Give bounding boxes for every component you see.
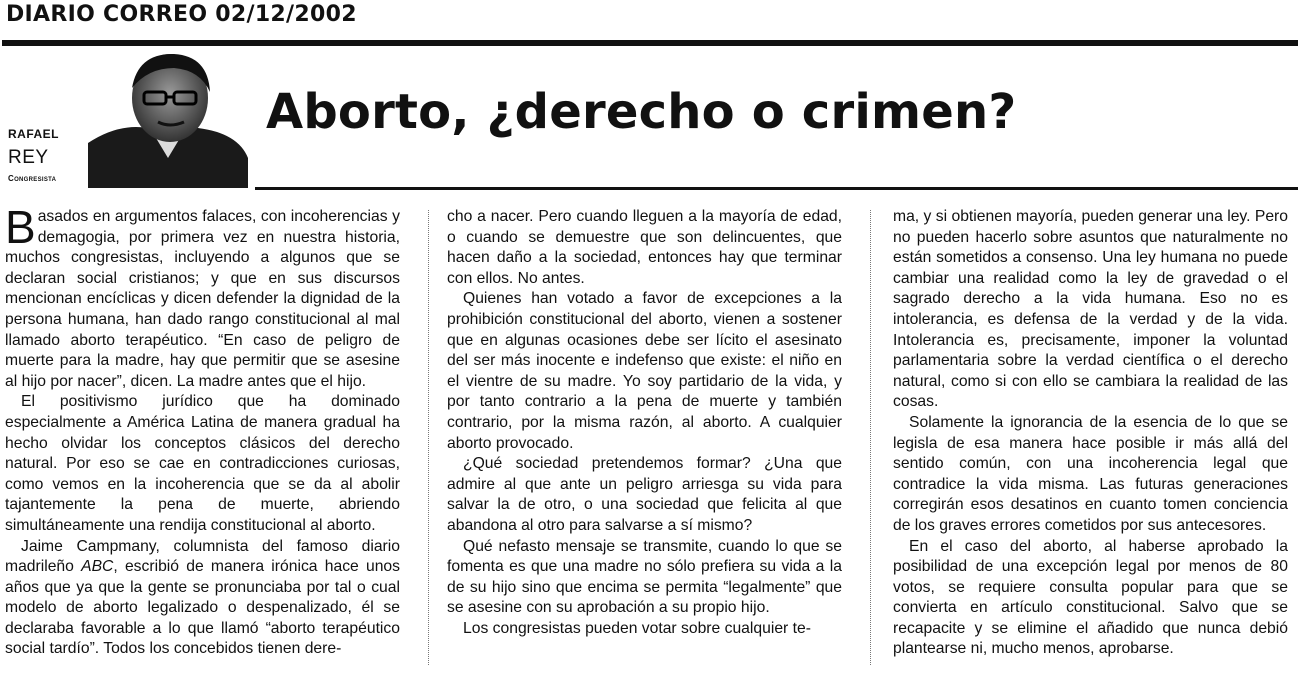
newspaper-name-abc: ABC <box>81 558 114 576</box>
column-2-paragraph-3: ¿Qué sociedad pretendemos formar? ¿Una que admire al que ante un peligro arriesga su vida para salvar la de otro, o una sociedad que felicita al que abandona al otro para salvarse a sí mismo? <box>447 455 842 534</box>
column-1-paragraph-3: Jaime Campmany, columnista del famoso diario madrileño ABC, escribió de manera irónica hace unos años que ya que la gente se pronunciaba por tal o cual modelo de aborto legalizado o despenalizado, él se declaraba favorable a lo que llamó “aborto terapéutico social tardío”. Todos los concebidos tienen dere- <box>5 537 400 658</box>
author-role: Congresista <box>8 174 57 183</box>
column-3-paragraph-2: Solamente la ignorancia de la esencia de lo que se legisla de esa manera hace posible ir más allá del sentido común, con una incoherencia legal que contradice la vida misma. Las futuras generaciones corregirán esos desatinos en cuanto tomen conciencia de los graves errores cometidos por sus antecesores. <box>893 413 1288 534</box>
drop-cap: B <box>5 207 36 253</box>
article-column-3 <box>893 207 1288 667</box>
author-last-name: REY <box>8 147 49 168</box>
column-3-paragraph-3: En el caso del aborto, al haberse aprobado la posibilidad de una excepción legal por menos de 80 votos, se requiere consulta popular para que se convierta en artículo constitucional. Salvo que se recapacite y se elimine el añadido que nunca debió plantearse ni, mucho menos, aprobarse. <box>893 537 1288 658</box>
column-1-paragraph-1: Basados en argumentos falaces, con incoherencias y demagogia, por primera vez en nuestra historia, muchos congresistas, incluyendo a algunos que se declaran social cristianos; y que en sus discursos mencionan encíclicas y dicen defender la dignidad de la persona humana, han dado rango constitucional al mal llamado aborto terapéutico. “En caso de peligro de muerte para la madre, hay que permitir que se asesine al hijo por nacer”, dicen. La madre antes que el hijo. <box>5 207 400 390</box>
column-2-paragraph-5: Los congresistas pueden votar sobre cualquier te- <box>463 619 811 637</box>
newspaper-source-line: DIARIO CORREO 02/12/2002 <box>6 2 357 27</box>
article-headline: Aborto, ¿derecho o crimen? <box>266 84 1017 140</box>
column-2-paragraph-2: Quienes han votado a favor de excepciones a la prohibición constitucional del aborto, vienen a sostener que en algunas ocasiones debe ser lícito el asesinato del ser más inocente e indefenso que existe: el niño en el vientre de su madre. Yo soy partidario de la vida, y por tanto contrario a la pena de muerte y también contrario, por la misma razón, al aborto. A cualquier aborto provocado. <box>447 290 842 452</box>
article-column-2 <box>447 207 842 667</box>
article-column-1 <box>5 207 400 667</box>
column-separator-1 <box>428 210 430 665</box>
author-portrait <box>88 48 248 188</box>
column-3-paragraph-1: ma, y si obtienen mayoría, pueden generar una ley. Pero no pueden hacerlo sobre asuntos que naturalmente no están sometidos a consenso. Una ley humana no puede cambiar una realidad como la ley de gravedad o el sagrado derecho a la vida humana. Eso no es intolerancia, es defensa de la verdad y de la vida. Intolerancia es, precisamente, imponer la voluntad parlamentaria sobre la verdad científica o el derecho natural, como si con ello se cambiara la realidad de las cosas. <box>893 208 1288 411</box>
header-bottom-rule <box>255 187 1298 190</box>
column-2-paragraph-4: Qué nefasto mensaje se transmite, cuando lo que se fomenta es que una madre no sólo prefiera su vida a la de su hijo sino que encima se permita “legalmente” que se asesine con su aprobación a su propio hijo. <box>447 537 842 617</box>
author-first-name: RAFAEL <box>8 127 59 141</box>
column-separator-2 <box>870 210 872 665</box>
column-1-paragraph-2: El positivismo jurídico que ha dominado especialmente a América Latina de manera gradual ha hecho olvidar los conceptos clásicos del derecho natural. Por eso se cae en contradicciones curiosas, como vemos en la incoherencia que se da al abolir tajantemente la pena de muerte, abriendo simultáneamente una rendija constitucional al aborto. <box>5 393 400 534</box>
column-2-paragraph-1: cho a nacer. Pero cuando lleguen a la mayoría de edad, o cuando se demuestre que son delincuentes, que hacen daño a la sociedad, entonces hay que terminar con ellos. No antes. <box>447 208 842 287</box>
top-rule <box>2 40 1298 46</box>
